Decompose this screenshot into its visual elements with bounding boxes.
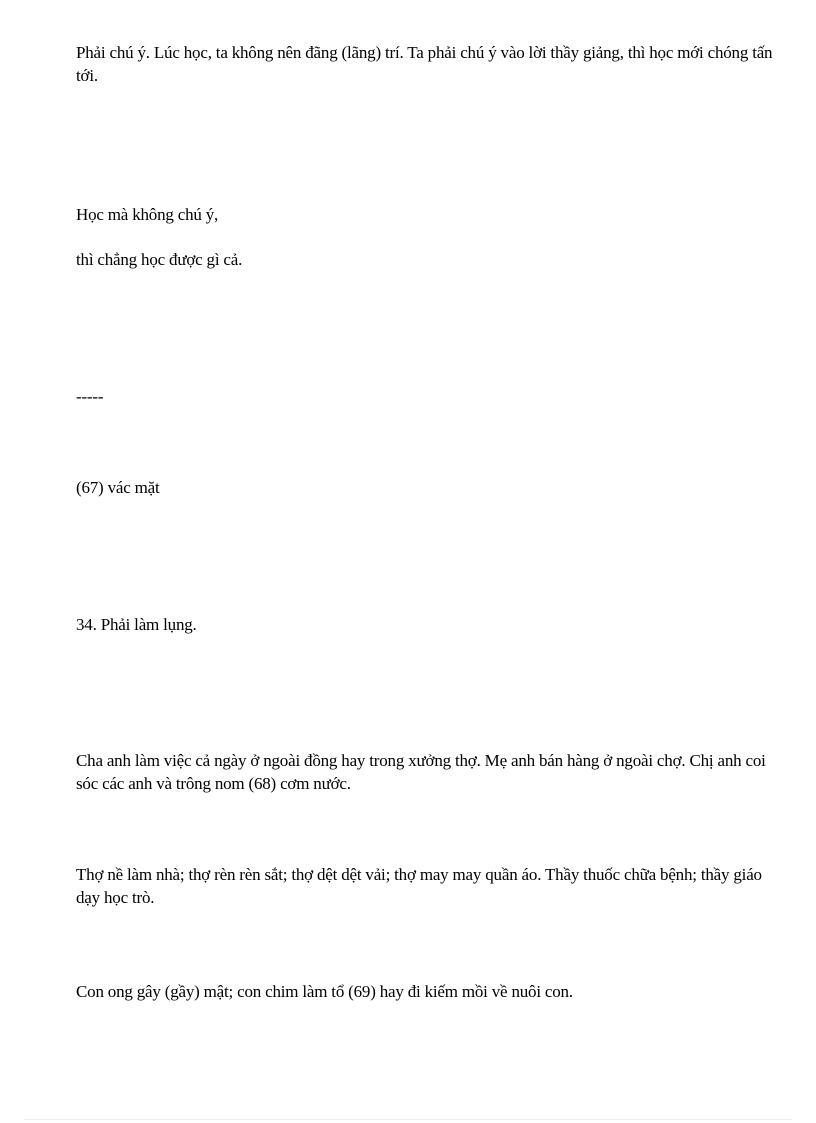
footnote-67: (67) vác mặt — [76, 478, 160, 497]
separator-dashes: ----- — [76, 387, 104, 406]
paragraph-family-work: Cha anh làm việc cả ngày ở ngoài đồng hay trong xưởng thợ. Mẹ anh bán hàng ở ngoài chợ. Chị anh coi sóc các anh và trông nom (68) cơm nước. — [76, 751, 766, 793]
paragraph-proverb-line-2: thì chẳng học được gì cả. — [76, 250, 243, 269]
paragraph-bees-birds: Con ong gây (gầy) mật; con chim làm tổ (69) hay đi kiếm mồi về nuôi con. — [76, 982, 573, 1001]
paragraph-pay-attention: Phải chú ý. Lúc học, ta không nên đãng (lãng) trí. Ta phải chú ý vào lời thầy giảng, thì học mới chóng tấn tới. — [76, 43, 773, 85]
paragraph-trades: Thợ nề làm nhà; thợ rèn rèn sắt; thợ dệt dệt vải; thợ may may quần áo. Thầy thuốc chữa bệnh; thầy giáo dạy học trò. — [76, 865, 762, 907]
page-bottom-edge — [24, 1119, 792, 1120]
paragraph-proverb-line-1: Học mà không chú ý, — [76, 205, 219, 224]
section-heading-34: 34. Phải làm lụng. — [76, 615, 197, 634]
